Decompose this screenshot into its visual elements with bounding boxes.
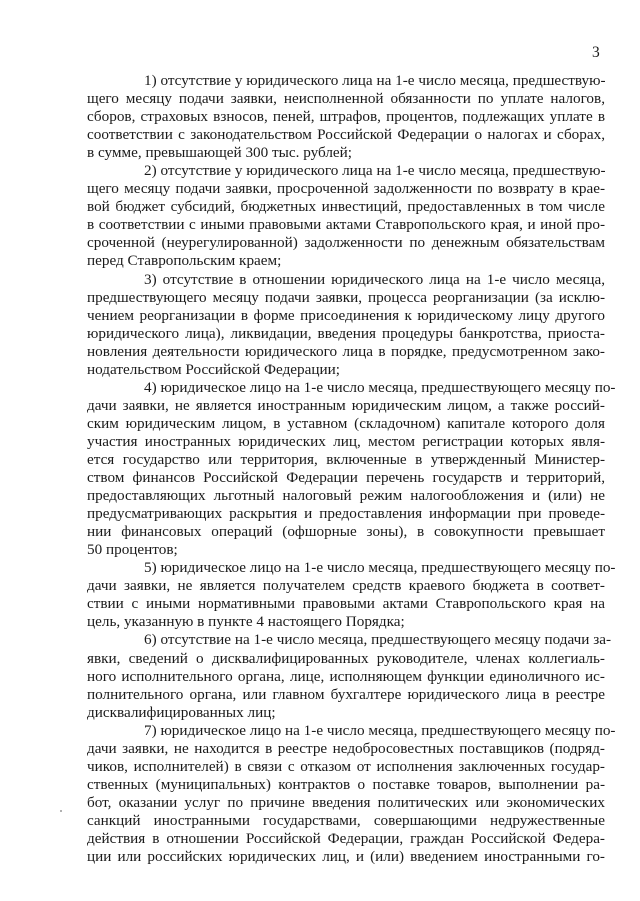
text-line: 6) отсутствие на 1-е число месяца, предшествующего месяцу подачи за-	[144, 631, 612, 649]
text-line: ного исполнительного органа, лице, исполняющем функции единоличного ис-	[87, 667, 605, 685]
text-line: предусматривающих раскрытия и предоставления информации при проведе-	[87, 505, 605, 523]
paragraph-item-3	[87, 271, 605, 379]
text-line: 3) отсутствие в отношении юридического лица на 1-е число месяца,	[144, 270, 605, 288]
text-line: новления деятельности юридического лица в порядке, предусмотренном зако-	[87, 342, 605, 360]
text-line: в сумме, превышающей 300 тыс. рублей;	[87, 144, 352, 162]
text-line: дачи заявки, не является иностранным юридическим лицом, а также россий-	[87, 396, 605, 414]
text-line: явки, сведений о дисквалифицированных руководителе, членах коллегиаль-	[87, 649, 605, 667]
text-line: ским юридическим лицом, в уставном (складочном) капитале которого доля	[87, 414, 605, 432]
text-line: вой бюджет субсидий, бюджетных инвестиций, предоставленных в том числе	[87, 198, 605, 216]
text-line: щего месяцу подачи заявки, просроченной задолженности по возврату в крае-	[87, 180, 605, 198]
paragraph-item-1	[87, 72, 605, 162]
text-line: ством финансов Российской Федерации перечень государств и территорий,	[87, 469, 605, 487]
text-line: соответствии с законодательством Российской Федерации о налогах и сборах,	[87, 126, 605, 144]
text-line: дачи заявки, не находится в реестре недобросовестных поставщиков (подряд-	[87, 739, 605, 757]
text-line: нодательством Российской Федерации;	[87, 360, 340, 378]
text-line: полнительного органа, или главном бухгалтере юридического лица в реестре	[87, 685, 605, 703]
text-line: предшествующего месяцу подачи заявки, процесса реорганизации (за исклю-	[87, 288, 605, 306]
text-line: чиков, исполнителей) в связи с отказом от исполнения заключенных государ-	[87, 757, 605, 775]
text-line: юридического лица), ликвидации, введения процедуры банкротства, приоста-	[87, 324, 605, 342]
paragraph-item-7	[87, 721, 616, 866]
text-line: 50 процентов;	[87, 541, 178, 559]
text-line: 5) юридическое лицо на 1-е число месяца, предшествующего месяцу по-	[144, 559, 616, 577]
paragraph-item-2	[87, 162, 605, 270]
paragraph-item-4	[87, 378, 616, 559]
text-line: щего месяцу подачи заявки, неисполненной обязанности по уплате налогов,	[87, 90, 605, 108]
text-line: ственных (муниципальных) контрактов о поставке товаров, выполнении ра-	[87, 775, 605, 793]
page-number: 3	[592, 44, 600, 61]
text-line: 7) юридическое лицо на 1-е число месяца, предшествующего месяцу по-	[144, 721, 616, 739]
text-line: 2) отсутствие у юридического лица на 1-е число месяца, предшествую-	[144, 162, 606, 180]
text-line: 1) отсутствие у юридического лица на 1-е число месяца, предшествую-	[144, 72, 606, 89]
text-line: дачи заявки, не является получателем средств краевого бюджета в соответ-	[87, 577, 605, 595]
text-line: сроченной (неурегулированной) задолженности по денежным обязательствам	[87, 234, 605, 252]
text-line: сборов, страховых взносов, пеней, штрафов, процентов, подлежащих уплате в	[87, 108, 605, 126]
paragraph-item-5	[87, 559, 616, 631]
text-line: действия в отношении Российской Федерации, граждан Российской Федера-	[87, 829, 605, 847]
text-line: предоставляющих льготный налоговый режим налогообложения и (или) не	[87, 487, 605, 505]
text-line: участия иностранных юридических лиц, местом регистрации которых явля-	[87, 432, 605, 450]
text-line: ется государство или территория, включенные в утвержденный Министер-	[87, 450, 605, 468]
text-line: в соответствии с иными правовыми актами Ставропольского края, и иной про-	[87, 216, 605, 234]
document-body	[87, 72, 616, 866]
text-line: санкций иностранными государствами, совершающими недружественные	[87, 811, 605, 829]
text-line: дисквалифицированных лиц;	[87, 703, 276, 721]
text-line: 4) юридическое лицо на 1-е число месяца, предшествующего месяцу по-	[144, 378, 616, 396]
text-line: ции или российских юридических лиц, и (или) введением иностранными го-	[87, 848, 605, 866]
scan-speck	[60, 810, 62, 812]
text-line: бот, оказании услуг по причине введения политических или экономических	[87, 793, 605, 811]
text-line: нии финансовых операций (офшорные зоны), в совокупности превышает	[87, 523, 605, 541]
text-line: чением реорганизации в форме присоединения к юридическому лицу другого	[87, 306, 605, 324]
text-line: ствии с иными нормативными правовыми актами Ставропольского края на	[87, 595, 605, 613]
paragraph-item-6	[87, 631, 612, 721]
text-line: цель, указанную в пункте 4 настоящего Порядка;	[87, 613, 405, 631]
text-line: перед Ставропольским краем;	[87, 252, 282, 270]
